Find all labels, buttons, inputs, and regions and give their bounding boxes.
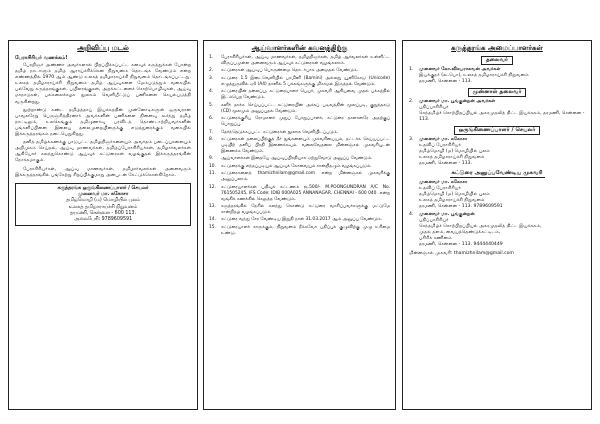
- guideline-item: [209, 130, 390, 136]
- member-entry: [403, 212, 591, 248]
- guideline-number: 5.: [209, 102, 214, 108]
- role-heading-label: தலைவர்: [481, 56, 513, 65]
- guideline-item: [209, 89, 390, 101]
- guideline-number: 8.: [209, 137, 214, 143]
- guideline-item: [209, 68, 390, 74]
- member-number: 1.: [409, 67, 414, 72]
- role-heading-label: முன்னாள் தலைவர்: [468, 88, 527, 97]
- member-line: தரமணி, சென்னை - 113. 9789609591: [419, 204, 503, 209]
- member-number: 3.: [409, 137, 414, 142]
- guideline-text: கட்டுரைகள் ஆய்வுப் பொருண்மை தொடர்பாக அமைதல் வேண்டும்.: [221, 68, 359, 74]
- guideline-item: [209, 171, 390, 183]
- organisers-sections: [403, 56, 591, 248]
- guideline-text: கட்டுரைகளைத் thamizhnilam@gmail.com என்ற மின்னஞ்சல் முகவரிக்கு அனுப்பலாம்.: [221, 171, 390, 183]
- role-heading-label: கட்டுரை அனுப்பவேண்டிய முகவரி: [451, 170, 543, 176]
- guideline-item: [209, 217, 390, 223]
- member-details: [419, 212, 542, 248]
- guideline-text: கட்டுரை 1.5 இடைவெளியில் பாமினி (Bamini) அல்லது யூனிகோடு (Unicode) எழுத்துருவில் ஏ4 (A4) தாளில் 5 பக்கங்களுக்கு மிகாமல் இருத்தல் வேண்டும்.: [221, 75, 390, 87]
- role-heading: [403, 88, 591, 97]
- guideline-number: 1.: [209, 55, 214, 60]
- member-number: [409, 180, 419, 210]
- guideline-text: கட்டுரையின் தலைப்பு, கட்டுரையாளர் பெயர், முகவரி ஆகியவை முதல் பக்கத்தில் இடம்பெற வேண்டும்.: [221, 89, 390, 101]
- member-entry: [403, 67, 591, 85]
- member-line: பதிப்பாசிரியர்: [419, 218, 449, 223]
- guideline-item: [209, 156, 390, 162]
- paragraph: பேரறிஞர் அண்ணா அவர்களால் பிறப்பிக்கப்பட்ட கனவுக் கருத்துக்கள் போன்ற தமிழ் நாடாளும் தமிழ் ஆராய்ச்சிக்கென நிறுவனம் தொடங்க வேண்டும் என்ற எண்ணத்தில் 1970 ஆம் ஆண்டு உலகத் தமிழாராய்ச்சி நிறுவனம் தொடங்கப்பட்டது. உலகத் தமிழாராய்ச்சி நிறுவனம் தமிழ் ஆய்வுகளை மேம்படுத்தும் வகையில் பல்வேறு கருத்தரங்குகள், பயிலரங்குகள், அறக்கட்டளைச் சொற்பொழிவுகள், ஆய்வு மாநாடுகள், பல்கலைக்கழக நூலகம் வெளியீட்டுப் பணிகளை செயல்படுத்தி வருகின்றது.: [15, 63, 191, 105]
- paragraph: நூற்றாண்டு கண்ட தமிழ்த்தாய் இயக்கத்தின் முன்னோடிகளுள் ஒருவரான பாவலரேறு பெருஞ்சித்திரனார் அவர்களின் பணிகளை நினைவு கூர்ந்து தமிழ் நாட்டிலும், உலகெங்கும் தமிழுணர்வு பரவிடத் தொண்டாற்றியவர்களின் பங்களிப்பினை இளைய தலைமுறையினருக்கு எடுத்துரைக்கும் வகையில் இக்கருத்தரங்கம் நடைபெறுகிறது.: [15, 107, 191, 138]
- member-name: முனைவர் மா. சுகோசா: [419, 180, 468, 185]
- member-name: முனைவர் மா. பூங்குன்றன் அவர்கள்: [419, 99, 496, 104]
- contact-address: தரமணி, சென்னை - 600 113.: [69, 210, 137, 216]
- guideline-number: 11.: [209, 171, 216, 177]
- member-entry: [403, 137, 591, 167]
- guideline-number: 7.: [209, 129, 214, 135]
- salutation: பேராசிரியர் வணக்கம்!: [15, 55, 68, 61]
- member-line: பசிரிக் கணினம்: [419, 236, 452, 241]
- member-line: செந்தமிழ்ச் சொற்பிறப்பியல் அகரமுதலித் திட்ட இயக்ககம்,: [419, 224, 542, 229]
- guideline-number: 2.: [209, 68, 214, 74]
- member-entry: [403, 180, 591, 210]
- member-name: முனைவர் மா. பூங்குன்றன்: [419, 212, 475, 217]
- role-heading: [403, 126, 591, 135]
- member-number: 4.: [409, 212, 414, 217]
- guideline-item: [209, 185, 390, 203]
- member-details: [419, 67, 529, 85]
- contact-phone: அலைபேசி: 9789609591: [73, 217, 133, 223]
- paragraph: பேராசிரியர்கள், ஆய்வு மாணவர்கள், தமிழார்வலர்கள் அனைவரும் இக்கருத்தரங்கில் பங்கேற்று சிறப்பிக்குமாறு அன்புடன் கேட்டுக்கொள்கிறோம்.: [15, 166, 191, 178]
- member-line: உலகத் தமிழாராய்ச்சி நிறுவனம்: [419, 198, 485, 203]
- organisers-title: கருத்தரங்க அமைப்பாளர்கள்: [451, 44, 543, 52]
- member-name: முனைவர் மா. சுகோசா: [419, 137, 468, 142]
- member-name: முனைவர் கோ.விசயராகவன் அவர்கள்: [419, 67, 501, 72]
- guideline-text: ஆய்வாளர்கள் இதையே ஆய்வுப்பிரதியாக ஏற்றுவோடு அனுப்ப வேண்டும்.: [221, 156, 373, 162]
- guideline-item: [209, 76, 390, 88]
- guideline-text: கட்டுரையாளர் காருக்கும், நிறுவனம் நீக்கவோ பதிப்புக் குழுவிற்கு முழு உரிமை உண்டு.: [221, 224, 390, 236]
- member-entry: [403, 99, 591, 123]
- contact-box: [15, 183, 191, 227]
- guideline-number: 12.: [209, 184, 216, 190]
- member-details: [419, 180, 503, 210]
- member-line: பதிப்பாசிரியர்: [419, 105, 449, 110]
- guideline-text: கட்டுரை வந்து சேர வேண்டிய இறுதி நாள் 31.03.2017 ஆம் அனுப்ப வேண்டும்.: [221, 217, 383, 223]
- guidelines-panel: [203, 40, 396, 410]
- guideline-number: 13.: [209, 204, 216, 210]
- guideline-item: [209, 116, 390, 128]
- announcement-body: [9, 63, 197, 179]
- member-line: உதவிப் பேராசிரியர்: [419, 186, 461, 191]
- member-line: தமிழ்மொழி (ம) மொழியில் புலம்: [419, 192, 490, 197]
- member-line: உலகத் தமிழாராய்ச்சி நிறுவனம்: [419, 155, 485, 160]
- member-number: 2.: [409, 99, 414, 104]
- member-line: உதவிப் பேராசிரியர்: [419, 143, 461, 148]
- organisers-panel: [402, 40, 592, 410]
- announcement-panel: [8, 40, 198, 410]
- guideline-text: கட்டுரைக்கு எந்தப்படியும் ஆய்வுக் கோவையும் சான்றிதழும் வழங்கப்படும்.: [221, 163, 372, 169]
- role-heading: [403, 170, 591, 178]
- contact-org: உலகத் தமிழாராய்ச்சி நிறுவனம்: [68, 204, 138, 210]
- announcement-title: அறிவிப்பு மடல்: [77, 44, 129, 52]
- member-line: தரமணி, சென்னை - 113.: [419, 79, 472, 84]
- guideline-item: [209, 164, 390, 170]
- paragraph: தனித் தமிழ்க்கணக்கு பாடுபட்ட தமிழறிஞர்களையும் அவர்தம் படைப்புகளையும் அறிமுகம் செய்தல், ஆய்வு மாணவர்கள், தமிழ்ப்பேராசிரியர்கள், தமிழார்வலர்கள் ஆகியோர் கலந்துகொண்டு ஆய்வுக் கட்டுரைகள் வழங்குதல் இக்கருத்தரங்கின் நோக்கமாகும்.: [15, 140, 191, 164]
- guideline-item: [209, 225, 390, 237]
- contact-name: முனைவர் மா. சுகோசா: [77, 191, 129, 197]
- guideline-text: கட்டுரைக்குரிய ரோமானர் முதுப் போறுப்பாளர், கட்டுரை தாளாளரே அதற்குப் பொறுப்பு.: [221, 116, 390, 128]
- guideline-text: கட்டுரையாளர்கள் பதிவுக் கட்டணம் ரூ.500/- M.POONGUNDRAN A/C No. 761505245, IFS Code: IDIB 000A025 ANNANAGAR, CHENNAI - 600 040. என்ற வங்கிக் கணக்கில் செலுத்த வேண்டும்.: [221, 184, 390, 202]
- member-line: இயக்குநர் (கூ.பொ), உலகத் தமிழாராய்ச்சி நிறுவனம்: [419, 73, 529, 78]
- guideline-number: 14.: [209, 217, 216, 223]
- member-line: செந்தமிழ்ச் சொற்பிறப்பியல் அகரமுதலித் திட்ட இயக்ககம், தரமணி, சென்னை - 113.: [419, 111, 585, 122]
- contact-dept: தமிழ்மொழி (ம) மொழியில் புலம்: [66, 198, 140, 204]
- role-heading-label: ஒருங்கிணைப்பாளர் / செயலர்: [454, 126, 541, 135]
- guideline-number: 9.: [209, 156, 214, 162]
- guideline-number: 15.: [209, 224, 216, 230]
- guideline-item: [209, 204, 390, 216]
- member-line: தரமணி, சென்னை - 113.: [419, 161, 472, 166]
- member-line: தரமணி, சென்னை - 113. 9444440449: [419, 242, 503, 247]
- email-address: மின்னஞ்சல் முகவரி: thamizhnilam@gmail.com: [409, 251, 514, 256]
- guideline-text: பேராசிரியர்கள், ஆய்வு மாணவர்கள், தமிழறிஞர்கள், தமிழ் ஆர்வலர்கள் உள்ளிட்ட விருப்பமுள்ள அனைவரும் ஆய்வுக் கட்டுரைகள் வழங்கலாம்.: [221, 55, 390, 66]
- member-details: [419, 99, 585, 123]
- guideline-number: 4.: [209, 89, 214, 95]
- guideline-text: கருத்தரங்கில் நேரில் கலந்து கொண்டு கட்டுரை வாசிப்பவர்களுக்கு மட்டுமே சான்றிதழ் வழங்கப்படும்.: [221, 204, 390, 215]
- member-line: தமிழ்மொழி (ம) மொழியில் புலம்: [419, 149, 490, 154]
- guideline-text: தேர்ந்தெடுக்கப்பட்ட கட்டுரைகள் நூலாக வெளியிடப்படும்.: [221, 129, 339, 135]
- member-details: [419, 137, 490, 167]
- guidelines-title: ஆய்வாளர்களின் கவனத்திற்கு: [251, 44, 348, 52]
- guideline-item: [209, 55, 390, 67]
- guideline-number: 6.: [209, 116, 214, 122]
- role-heading: [403, 56, 591, 65]
- guideline-item: [209, 103, 390, 115]
- guideline-text: கட்டுரைகள் தலைப்பிற்குத் தீர் நுங்களையும் முகவரியையும், தட்டச்சு செய்யப்பட்ட படியிற் தனிப் பிரதி இணைக்கவும். வலைவேதலை மின்னஞ்சல் முகவரியுடன் இணைக்க வேண்டும்.: [221, 137, 390, 154]
- guidelines-list: [204, 55, 395, 237]
- guideline-text: களிர் தாக்க செய்யப்பட்ட கட்டுரையின் அச்சுப் படிவத்தின் மூலப்படி, குறுந்தகடு (CD) மூலமும் அனுப்புதல் வேண்டும்.: [221, 102, 390, 114]
- guideline-number: 10.: [209, 163, 216, 169]
- member-line: முதல் தளம், வையத்தெண்டுக்கட்டிடம்,: [419, 230, 501, 235]
- guideline-number: 3.: [209, 75, 214, 81]
- contact-heading: கருத்தரங்க ஒருங்கிணைப்பாளர் / செயலர்: [57, 185, 149, 191]
- guideline-item: [209, 137, 390, 155]
